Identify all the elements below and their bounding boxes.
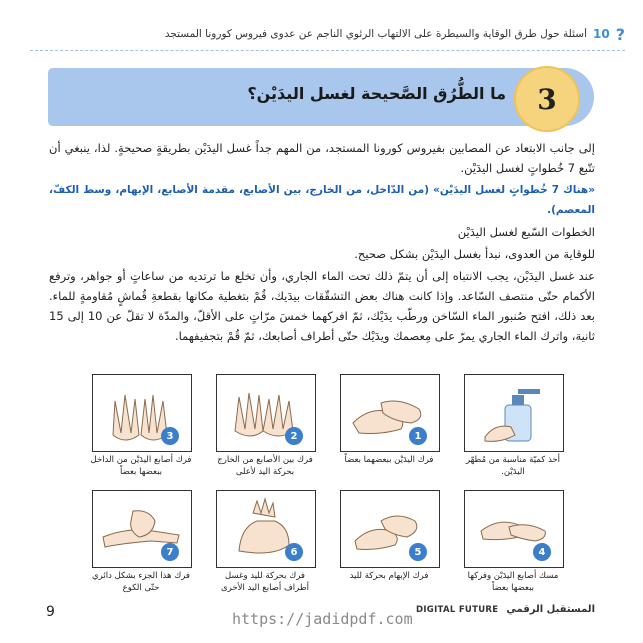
step-caption: فرك الإبهام بحركة لليد bbox=[349, 571, 429, 581]
watermark-link[interactable]: https://jadidpdf.com bbox=[232, 610, 413, 628]
body-text bbox=[49, 138, 595, 348]
paragraph-intro: إلى جانب الابتعاد عن المصابين بفيروس كورونا المستجد، من المهم جداً غسل اليدَيْن بطريقةٍ صحيحةٍ. لذا، ينبغي أن تتّبع 7 خُطواتٍ لغسل اليدَيْن. bbox=[49, 141, 595, 175]
paragraph-note: «هناك 7 خُطواتٍ لغسل اليدَيْن» (من الدّاخل، من الخارج، بين الأصابع، مقدمة الأصابع، الإبهام، وسط الكفّ، المعصم). bbox=[49, 184, 595, 216]
step-number: 5 bbox=[409, 543, 427, 561]
step-caption: فرك اليدَيْن ببعضهما بعضاً bbox=[344, 455, 434, 465]
step-caption: أخذ كميّة مناسبة من مُطهّر اليدَيْن. bbox=[465, 455, 561, 477]
brand-arabic: المستقبل الرقمي bbox=[506, 604, 595, 615]
paragraph-steps-heading: الخطوات السّبع لغسل اليدَيْن bbox=[457, 225, 595, 239]
header-text: أسئلة حول طرق الوقاية والسيطرة على الالتهاب الرئوي الناجم عن عدوى فيروس كورونا المستجد bbox=[164, 28, 588, 40]
paragraph-prevention: للوقاية من العدوى، نبدأ بغسل اليدَيْن بشكل صحيح. bbox=[354, 247, 595, 261]
question-mark-icon: ? bbox=[615, 24, 625, 44]
step-caption: فرك بين الأصابع من الخارج بحركة اليد لأعلى bbox=[217, 455, 313, 477]
paragraph-instructions: عند غسل اليدَيْن، يجب الانتباه إلى أن يتمّ ذلك تحت الماء الجاري، وأن تخلع ما ترتديه من ساعاتٍ أو جواهر، وترفع الأكمام حتّى منتصف السّاعد. وإذا كانت هناك بعض التشقّقات بيدَيك، قُمْ بتغطية مكانها بقطعةِ قُماشٍ مُقاومةٍ للماء. بعد ذلك، افتح صُنبور الماء السّاخن ورطّب يدَيْك، ثمّ افركهما خمسَ مرّاتٍ على الأقلّ، والمدّة لا تقلّ عن 10 إلى 15 ثانية، واترك الماء الجاري يمرّ على مِعصمك ويدَيْك حتّى أطراف أصابعك، ثمّ قُمْ بتجفيفهما. bbox=[49, 269, 595, 343]
step-image-frame bbox=[216, 374, 316, 452]
header-number: 10 bbox=[593, 27, 610, 41]
page-header bbox=[30, 22, 625, 51]
step-number: 3 bbox=[161, 427, 179, 445]
step-image-frame bbox=[464, 490, 564, 568]
brand-english: DIGITAL FUTURE bbox=[415, 604, 499, 615]
section-title: ما الطُّرُق الصَّحيحة لغسل اليدَيْن؟ bbox=[247, 84, 506, 103]
step-number: 7 bbox=[161, 543, 179, 561]
step-number: 2 bbox=[285, 427, 303, 445]
step-image-frame bbox=[92, 374, 192, 452]
step-number: 1 bbox=[409, 427, 427, 445]
step-number: 4 bbox=[533, 543, 551, 561]
section-number-badge: 3 bbox=[514, 66, 580, 132]
page-number: 9 bbox=[46, 604, 55, 620]
step-caption: مسك أصابع اليدَيْن وفركها ببعضها بعضاً bbox=[467, 571, 559, 593]
step-image-frame bbox=[92, 490, 192, 568]
soap-dispenser-icon bbox=[465, 375, 563, 451]
brand-logo bbox=[416, 604, 595, 615]
section-banner bbox=[48, 68, 594, 126]
step-caption: فرك أصابع اليدَيْن من الداخل ببعضها بعضاً bbox=[90, 455, 192, 477]
step-caption: فرك بحركة لليد وغسل أطراف أصابع اليد الأخرى bbox=[221, 571, 309, 593]
step-number: 6 bbox=[285, 543, 303, 561]
step-image-frame bbox=[464, 374, 564, 452]
step-image-frame bbox=[340, 374, 440, 452]
step-image-frame bbox=[340, 490, 440, 568]
step-caption: فرك هذا الجزء بشكل دائري حتّى الكوع bbox=[92, 571, 190, 593]
step-image-frame bbox=[216, 490, 316, 568]
